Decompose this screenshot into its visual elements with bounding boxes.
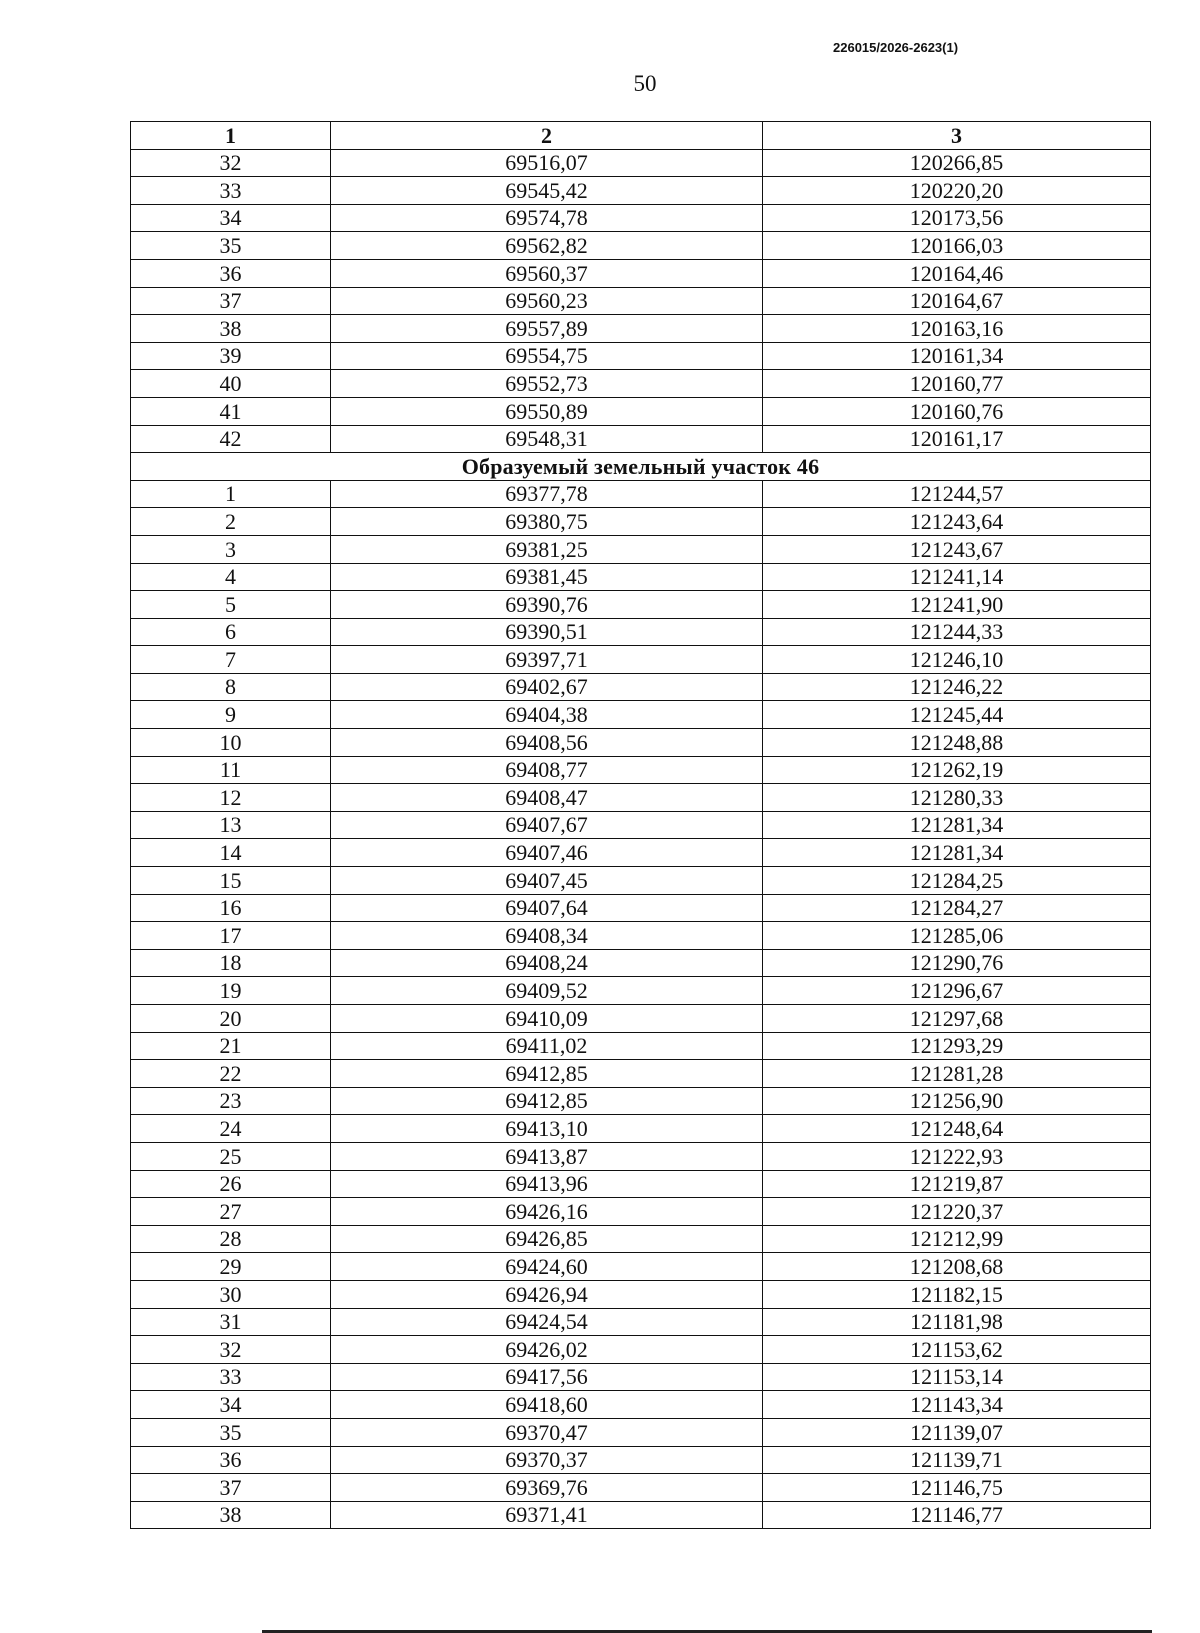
coordinate-x-cell: 69516,07 xyxy=(331,149,763,177)
point-number-cell: 19 xyxy=(131,977,331,1005)
coordinate-y-cell: 121284,27 xyxy=(763,894,1151,922)
coordinate-y-cell: 121244,57 xyxy=(763,480,1151,508)
table-row xyxy=(131,894,1151,922)
coordinate-y-cell: 121262,19 xyxy=(763,756,1151,784)
point-number-cell: 11 xyxy=(131,756,331,784)
coordinate-y-cell: 120266,85 xyxy=(763,149,1151,177)
document-code: 226015/2026-2623(1) xyxy=(833,40,959,55)
point-number-cell: 15 xyxy=(131,867,331,895)
point-number-cell: 33 xyxy=(131,177,331,205)
coordinate-x-cell: 69408,24 xyxy=(331,949,763,977)
point-number-cell: 17 xyxy=(131,922,331,950)
table-row xyxy=(131,508,1151,536)
section-row xyxy=(131,453,1151,481)
coordinate-x-cell: 69574,78 xyxy=(331,204,763,232)
table-row xyxy=(131,729,1151,757)
coordinate-x-cell: 69560,23 xyxy=(331,287,763,315)
coordinate-x-cell: 69380,75 xyxy=(331,508,763,536)
coordinates-table xyxy=(130,121,1151,1529)
point-number-cell: 1 xyxy=(131,480,331,508)
point-number-cell: 42 xyxy=(131,425,331,453)
coordinate-x-cell: 69381,45 xyxy=(331,563,763,591)
coordinate-x-cell: 69557,89 xyxy=(331,315,763,343)
coordinate-y-cell: 121153,14 xyxy=(763,1363,1151,1391)
table-row xyxy=(131,811,1151,839)
point-number-cell: 29 xyxy=(131,1253,331,1281)
table-row xyxy=(131,591,1151,619)
table-row xyxy=(131,259,1151,287)
point-number-cell: 14 xyxy=(131,839,331,867)
coordinate-x-cell: 69412,85 xyxy=(331,1060,763,1088)
coordinate-y-cell: 120164,67 xyxy=(763,287,1151,315)
coordinate-y-cell: 120173,56 xyxy=(763,204,1151,232)
point-number-cell: 34 xyxy=(131,1391,331,1419)
page-number: 50 xyxy=(633,71,657,96)
point-number-cell: 40 xyxy=(131,370,331,398)
point-number-cell: 35 xyxy=(131,232,331,260)
coordinate-x-cell: 69426,85 xyxy=(331,1225,763,1253)
table-row xyxy=(131,535,1151,563)
coordinate-x-cell: 69552,73 xyxy=(331,370,763,398)
coordinate-y-cell: 121297,68 xyxy=(763,1005,1151,1033)
table-body xyxy=(131,149,1151,1529)
point-number-cell: 37 xyxy=(131,1474,331,1502)
table-row xyxy=(131,1060,1151,1088)
coordinate-x-cell: 69418,60 xyxy=(331,1391,763,1419)
table-row xyxy=(131,425,1151,453)
coordinate-x-cell: 69413,96 xyxy=(331,1170,763,1198)
table-row xyxy=(131,1501,1151,1529)
table-row xyxy=(131,177,1151,205)
coordinate-y-cell: 121285,06 xyxy=(763,922,1151,950)
coordinate-y-cell: 121241,90 xyxy=(763,591,1151,619)
table-row xyxy=(131,756,1151,784)
coordinate-x-cell: 69402,67 xyxy=(331,673,763,701)
point-number-cell: 9 xyxy=(131,701,331,729)
table-row xyxy=(131,370,1151,398)
point-number-cell: 3 xyxy=(131,535,331,563)
point-number-cell: 32 xyxy=(131,1336,331,1364)
point-number-cell: 32 xyxy=(131,149,331,177)
table-row xyxy=(131,1253,1151,1281)
table-row xyxy=(131,1391,1151,1419)
coordinate-y-cell: 120161,34 xyxy=(763,342,1151,370)
table-row xyxy=(131,1225,1151,1253)
coordinate-x-cell: 69426,02 xyxy=(331,1336,763,1364)
coordinate-y-cell: 121143,34 xyxy=(763,1391,1151,1419)
coordinate-x-cell: 69550,89 xyxy=(331,397,763,425)
point-number-cell: 31 xyxy=(131,1308,331,1336)
table-row xyxy=(131,1474,1151,1502)
coordinate-x-cell: 69426,94 xyxy=(331,1280,763,1308)
coordinate-y-cell: 121146,75 xyxy=(763,1474,1151,1502)
point-number-cell: 38 xyxy=(131,315,331,343)
table-row xyxy=(131,232,1151,260)
table-row xyxy=(131,1142,1151,1170)
table-row xyxy=(131,563,1151,591)
coordinate-y-cell: 120220,20 xyxy=(763,177,1151,205)
coordinate-y-cell: 120166,03 xyxy=(763,232,1151,260)
coordinate-y-cell: 120160,77 xyxy=(763,370,1151,398)
coordinate-x-cell: 69407,46 xyxy=(331,839,763,867)
coordinate-x-cell: 69369,76 xyxy=(331,1474,763,1502)
point-number-cell: 7 xyxy=(131,646,331,674)
coordinate-y-cell: 121281,34 xyxy=(763,839,1151,867)
point-number-cell: 12 xyxy=(131,784,331,812)
coordinate-y-cell: 121146,77 xyxy=(763,1501,1151,1529)
coordinate-y-cell: 120160,76 xyxy=(763,397,1151,425)
table-row xyxy=(131,397,1151,425)
coordinate-x-cell: 69397,71 xyxy=(331,646,763,674)
coordinate-y-cell: 120161,17 xyxy=(763,425,1151,453)
coordinate-y-cell: 121219,87 xyxy=(763,1170,1151,1198)
point-number-cell: 34 xyxy=(131,204,331,232)
coordinate-x-cell: 69417,56 xyxy=(331,1363,763,1391)
table-row xyxy=(131,618,1151,646)
coordinate-y-cell: 121280,33 xyxy=(763,784,1151,812)
point-number-cell: 36 xyxy=(131,259,331,287)
coordinate-x-cell: 69408,56 xyxy=(331,729,763,757)
coordinate-y-cell: 121139,07 xyxy=(763,1418,1151,1446)
coordinate-y-cell: 121243,67 xyxy=(763,535,1151,563)
table-row xyxy=(131,867,1151,895)
point-number-cell: 26 xyxy=(131,1170,331,1198)
point-number-cell: 5 xyxy=(131,591,331,619)
table-row xyxy=(131,922,1151,950)
table-header xyxy=(131,122,1151,150)
coordinate-y-cell: 121208,68 xyxy=(763,1253,1151,1281)
coordinate-y-cell: 121241,14 xyxy=(763,563,1151,591)
point-number-cell: 25 xyxy=(131,1142,331,1170)
point-number-cell: 24 xyxy=(131,1115,331,1143)
table-row xyxy=(131,342,1151,370)
coordinate-y-cell: 121212,99 xyxy=(763,1225,1151,1253)
coordinate-y-cell: 121256,90 xyxy=(763,1087,1151,1115)
table-row xyxy=(131,204,1151,232)
table-row xyxy=(131,784,1151,812)
point-number-cell: 2 xyxy=(131,508,331,536)
coordinate-x-cell: 69408,77 xyxy=(331,756,763,784)
column-header-3: 3 xyxy=(763,122,1151,150)
header-row xyxy=(131,122,1151,150)
coordinate-y-cell: 120163,16 xyxy=(763,315,1151,343)
coordinate-x-cell: 69562,82 xyxy=(331,232,763,260)
table-row xyxy=(131,1032,1151,1060)
coordinate-y-cell: 121284,25 xyxy=(763,867,1151,895)
coordinate-x-cell: 69409,52 xyxy=(331,977,763,1005)
coordinate-x-cell: 69408,47 xyxy=(331,784,763,812)
point-number-cell: 16 xyxy=(131,894,331,922)
table-row xyxy=(131,701,1151,729)
coordinate-x-cell: 69424,54 xyxy=(331,1308,763,1336)
point-number-cell: 33 xyxy=(131,1363,331,1391)
table-row xyxy=(131,1005,1151,1033)
coordinate-y-cell: 121244,33 xyxy=(763,618,1151,646)
coordinate-x-cell: 69548,31 xyxy=(331,425,763,453)
point-number-cell: 10 xyxy=(131,729,331,757)
point-number-cell: 41 xyxy=(131,397,331,425)
coordinate-y-cell: 121139,71 xyxy=(763,1446,1151,1474)
table-row xyxy=(131,1418,1151,1446)
point-number-cell: 39 xyxy=(131,342,331,370)
coordinate-y-cell: 121245,44 xyxy=(763,701,1151,729)
point-number-cell: 36 xyxy=(131,1446,331,1474)
point-number-cell: 37 xyxy=(131,287,331,315)
point-number-cell: 8 xyxy=(131,673,331,701)
table-row xyxy=(131,1198,1151,1226)
coordinate-y-cell: 121281,28 xyxy=(763,1060,1151,1088)
coordinate-y-cell: 120164,46 xyxy=(763,259,1151,287)
coordinate-y-cell: 121182,15 xyxy=(763,1280,1151,1308)
coordinate-y-cell: 121243,64 xyxy=(763,508,1151,536)
coordinate-x-cell: 69554,75 xyxy=(331,342,763,370)
table-row xyxy=(131,1446,1151,1474)
table-row xyxy=(131,1115,1151,1143)
coordinate-y-cell: 121293,29 xyxy=(763,1032,1151,1060)
coordinate-y-cell: 121153,62 xyxy=(763,1336,1151,1364)
coordinate-y-cell: 121220,37 xyxy=(763,1198,1151,1226)
coordinate-x-cell: 69410,09 xyxy=(331,1005,763,1033)
coordinate-x-cell: 69390,51 xyxy=(331,618,763,646)
point-number-cell: 22 xyxy=(131,1060,331,1088)
coordinate-x-cell: 69381,25 xyxy=(331,535,763,563)
coordinate-y-cell: 121248,88 xyxy=(763,729,1151,757)
coordinate-y-cell: 121248,64 xyxy=(763,1115,1151,1143)
table-row xyxy=(131,839,1151,867)
point-number-cell: 6 xyxy=(131,618,331,646)
table-row xyxy=(131,315,1151,343)
coordinate-x-cell: 69370,37 xyxy=(331,1446,763,1474)
point-number-cell: 27 xyxy=(131,1198,331,1226)
coordinate-x-cell: 69411,02 xyxy=(331,1032,763,1060)
point-number-cell: 21 xyxy=(131,1032,331,1060)
table-row xyxy=(131,1170,1151,1198)
coordinate-x-cell: 69560,37 xyxy=(331,259,763,287)
point-number-cell: 23 xyxy=(131,1087,331,1115)
coordinate-y-cell: 121222,93 xyxy=(763,1142,1151,1170)
table-row xyxy=(131,149,1151,177)
coordinate-y-cell: 121246,10 xyxy=(763,646,1151,674)
coordinate-x-cell: 69424,60 xyxy=(331,1253,763,1281)
coordinate-y-cell: 121290,76 xyxy=(763,949,1151,977)
point-number-cell: 20 xyxy=(131,1005,331,1033)
table-row xyxy=(131,287,1151,315)
table-row xyxy=(131,1363,1151,1391)
coordinate-x-cell: 69377,78 xyxy=(331,480,763,508)
table-row xyxy=(131,949,1151,977)
coordinate-x-cell: 69407,64 xyxy=(331,894,763,922)
coordinate-y-cell: 121281,34 xyxy=(763,811,1151,839)
coordinate-x-cell: 69370,47 xyxy=(331,1418,763,1446)
point-number-cell: 18 xyxy=(131,949,331,977)
point-number-cell: 28 xyxy=(131,1225,331,1253)
point-number-cell: 4 xyxy=(131,563,331,591)
coordinate-x-cell: 69390,76 xyxy=(331,591,763,619)
coordinate-x-cell: 69412,85 xyxy=(331,1087,763,1115)
table-row xyxy=(131,480,1151,508)
coordinate-x-cell: 69545,42 xyxy=(331,177,763,205)
coordinate-x-cell: 69426,16 xyxy=(331,1198,763,1226)
column-header-2: 2 xyxy=(331,122,763,150)
table-row xyxy=(131,1308,1151,1336)
coordinate-x-cell: 69404,38 xyxy=(331,701,763,729)
table-row xyxy=(131,1087,1151,1115)
coordinate-y-cell: 121181,98 xyxy=(763,1308,1151,1336)
table-row xyxy=(131,1336,1151,1364)
coordinate-x-cell: 69407,67 xyxy=(331,811,763,839)
coordinate-x-cell: 69408,34 xyxy=(331,922,763,950)
point-number-cell: 38 xyxy=(131,1501,331,1529)
coordinate-x-cell: 69413,87 xyxy=(331,1142,763,1170)
table-row xyxy=(131,646,1151,674)
table-row xyxy=(131,977,1151,1005)
coordinate-x-cell: 69407,45 xyxy=(331,867,763,895)
point-number-cell: 30 xyxy=(131,1280,331,1308)
table-row xyxy=(131,673,1151,701)
table-row xyxy=(131,1280,1151,1308)
coordinate-y-cell: 121296,67 xyxy=(763,977,1151,1005)
column-header-1: 1 xyxy=(131,122,331,150)
section-title: Образуемый земельный участок 46 xyxy=(131,453,1151,481)
coordinate-y-cell: 121246,22 xyxy=(763,673,1151,701)
point-number-cell: 13 xyxy=(131,811,331,839)
point-number-cell: 35 xyxy=(131,1418,331,1446)
coordinate-x-cell: 69413,10 xyxy=(331,1115,763,1143)
coordinate-x-cell: 69371,41 xyxy=(331,1501,763,1529)
